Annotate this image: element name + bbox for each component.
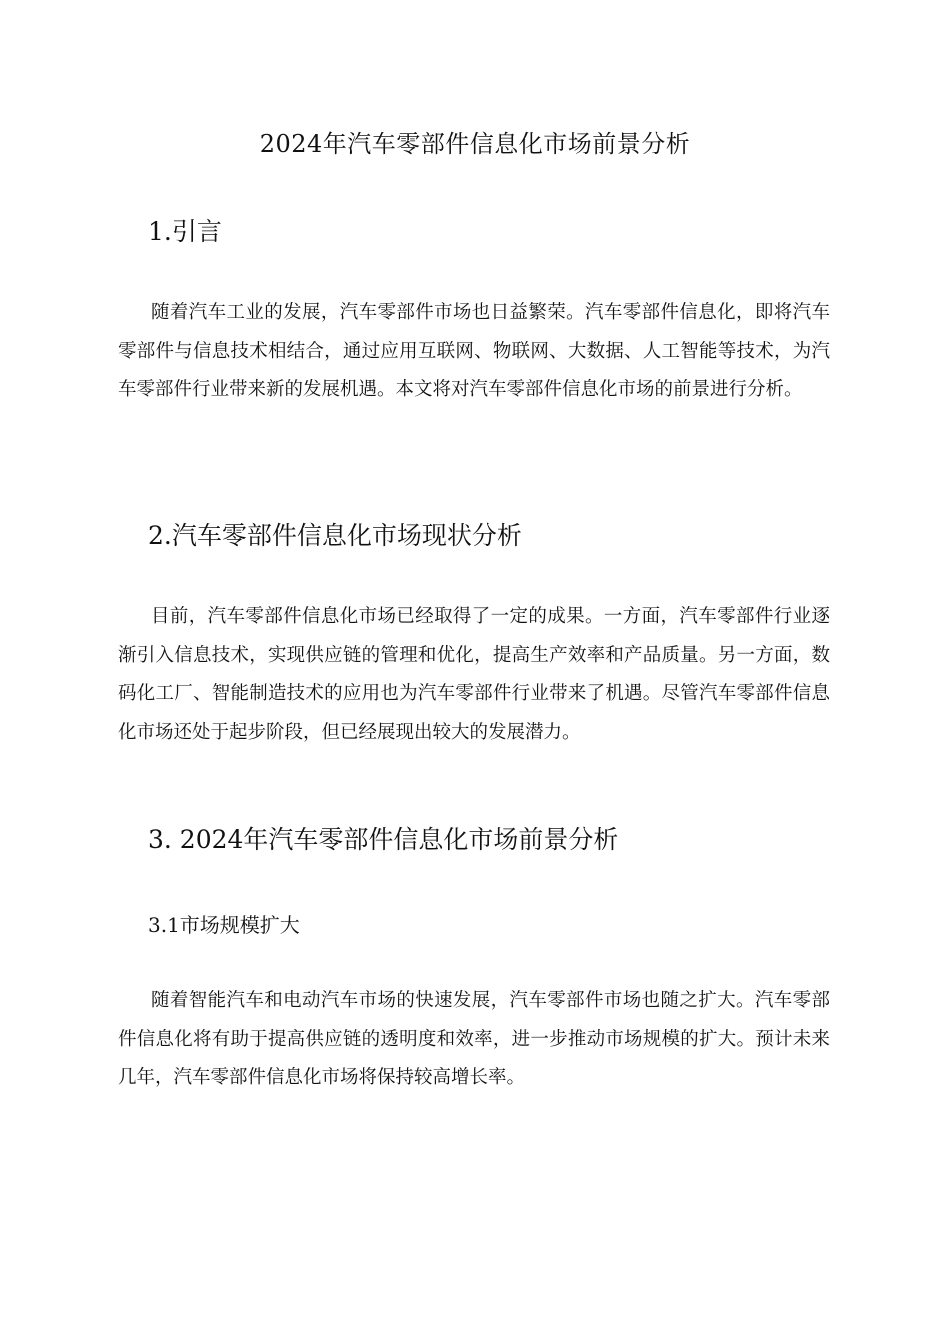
subsection-heading-market-scale: 3.1市场规模扩大 — [148, 913, 300, 937]
subsection-paragraph-market-scale: 随着智能汽车和电动汽车市场的快速发展，汽车零部件市场也随之扩大。汽车零部件信息化将有助于提高供应链的透明度和效率，进一步推动市场规模的扩大。预计未来几年，汽车零部件信息化市场将保持较高增长率。 — [118, 990, 830, 1088]
section-paragraph-introduction: 随着汽车工业的发展，汽车零部件市场也日益繁荣。汽车零部件信息化，即将汽车零部件与信息技术相结合，通过应用互联网、物联网、大数据、人工智能等技术，为汽车零部件行业带来新的发展机遇。本文将对汽车零部件信息化市场的前景进行分析。 — [118, 302, 830, 400]
section-heading-introduction: 1.引言 — [148, 217, 222, 246]
document-title: 2024年汽车零部件信息化市场前景分析 — [259, 130, 691, 158]
section-heading-current-status: 2.汽车零部件信息化市场现状分析 — [148, 521, 522, 550]
section-heading-outlook: 3. 2024年汽车零部件信息化市场前景分析 — [148, 825, 619, 854]
section-paragraph-current-status: 目前，汽车零部件信息化市场已经取得了一定的成果。一方面，汽车零部件行业逐渐引入信息技术，实现供应链的管理和优化，提高生产效率和产品质量。另一方面，数码化工厂、智能制造技术的应用也为汽车零部件行业带来了机遇。尽管汽车零部件信息化市场还处于起步阶段，但已经展现出较大的发展潜力。 — [118, 606, 830, 743]
